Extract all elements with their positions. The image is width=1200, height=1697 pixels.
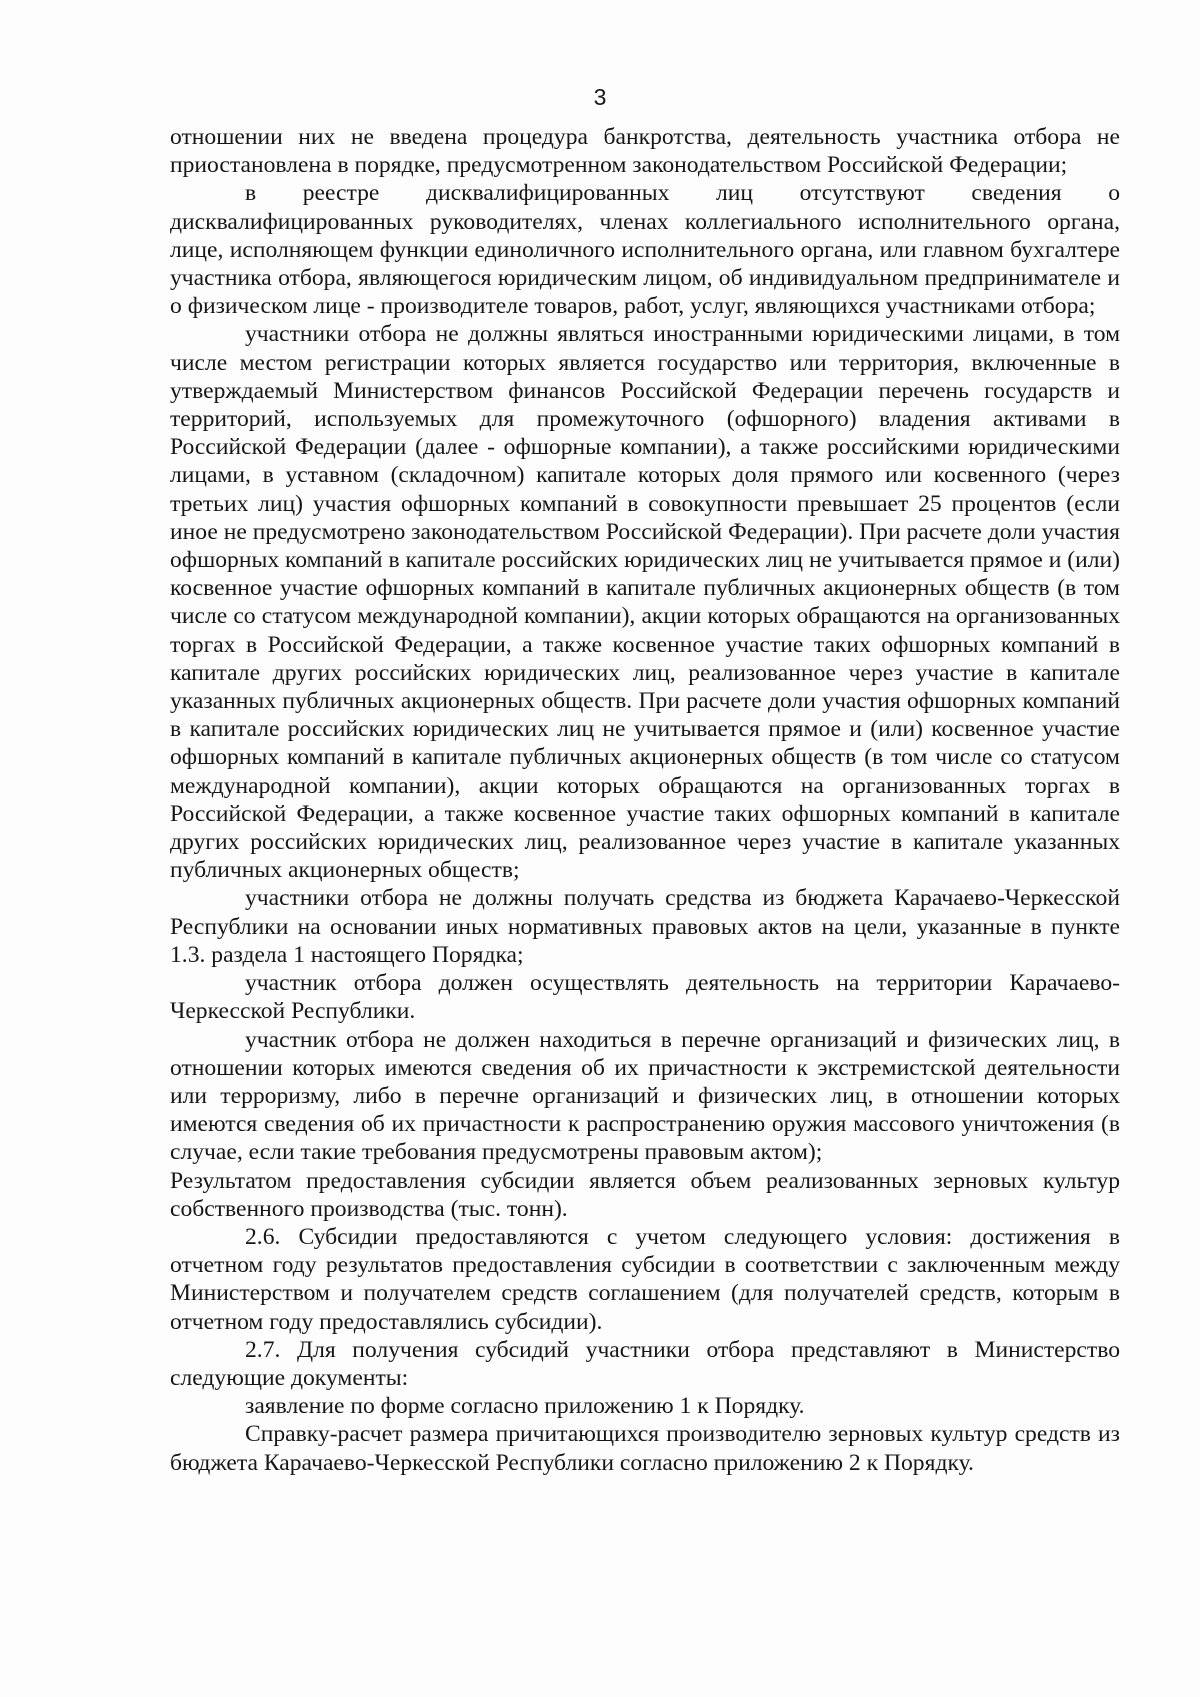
page-number: 3 [593,84,607,110]
paragraph-application-form: заявление по форме согласно приложению 1 к Порядку. [245,1393,805,1420]
paragraph-disqualified-registry: в реестре дисквалифицированных лиц отсутствуют сведения о дисквалифицированных руководителях, членах коллегиального исполнительного органа, лице, исполняющем функции единоличного исполнительного органа, или главном бухгалтере участника отбора, являющегося юридическим лицом, об индивидуальном предпринимателе и о физическом лице - производителе товаров, работ, услуг, являющихся участниками отбора; [170,180,1120,320]
paragraph-section-2-6: 2.6. Субсидии предоставляются с учетом следующего условия: достижения в отчетном году результатов предоставления субсидии в соответствии с заключенным между Министерством и получателем средств соглашением (для получателей средств, которым в отчетном году предоставлялись субсидии). [170,1223,1120,1335]
paragraph-section-2-7: 2.7. Для получения субсидий участники отбора представляют в Министерство следующие документы: [170,1336,1120,1391]
paragraph-extremism-list: участник отбора не должен находиться в перечне организаций и физических лиц, в отношении которых имеются сведения об их причастности к экстремистской деятельности или терроризму, либо в перечне организаций и физических лиц, в отношении которых имеются сведения об их причастности к распространению оружия массового уничтожения (в случае, если такие требования предусмотрены правовым актом); [170,1026,1120,1166]
paragraph-territory: участник отбора должен осуществлять деятельность на территории Карачаево-Черкесской Республики. [170,970,1120,1025]
paragraph-offshore-companies: участники отбора не должны являться иностранными юридическими лицами, в том числе местом регистрации которых является государство или территория, включенные в утверждаемый Министерством финансов Российской Федерации перечень государств и территорий, используемых для промежуточного (офшорного) владения активами в Российской Федерации (далее - офшорные компании), а также российскими юридическими лицами, в уставном (складочном) капитале которых доля прямого или косвенного (через третьих лиц) участия офшорных компаний в совокупности превышает 25 процентов (если иное не предусмотрено законодательством Российской Федерации). При расчете доли участия офшорных компаний в капитале российских юридических лиц не учитывается прямое и (или) косвенное участие офшорных компаний в капитале публичных акционерных обществ (в том числе со статусом международной компании), акции которых обращаются на организованных торгах в Российской Федерации, а также косвенное участие таких офшорных компаний в капитале других российских юридических лиц, реализованное через участие в капитале указанных публичных акционерных обществ. При расчете доли участия офшорных компаний в капитале российских юридических лиц не учитывается прямое и (или) косвенное участие офшорных компаний в капитале публичных акционерных обществ (в том числе со статусом международной компании), акции которых обращаются на организованных торгах в Российской Федерации, а также косвенное участие таких офшорных компаний в капитале других российских юридических лиц, реализованное через участие в капитале указанных публичных акционерных обществ; [170,321,1120,884]
paragraph-subsidy-result: Результатом предоставления субсидии является объем реализованных зерновых культур собственного производства (тыс. тонн). [170,1167,1120,1222]
paragraph-budget-funds: участники отбора не должны получать средства из бюджета Карачаево-Черкесской Республики на основании иных нормативных правовых актов на цели, указанные в пункте 1.3. раздела 1 настоящего Порядка; [170,885,1120,968]
paragraph-bankruptcy: отношении них не введена процедура банкротства, деятельность участника отбора не приостановлена в порядке, предусмотренном законодательством Российской Федерации; [170,124,1120,179]
paragraph-calculation-certificate: Справку-расчет размера причитающихся производителю зерновых культур средств из бюджета Карачаево-Черкесской Республики согласно приложению 2 к Порядку. [170,1421,1120,1476]
document-body [170,123,1120,1477]
